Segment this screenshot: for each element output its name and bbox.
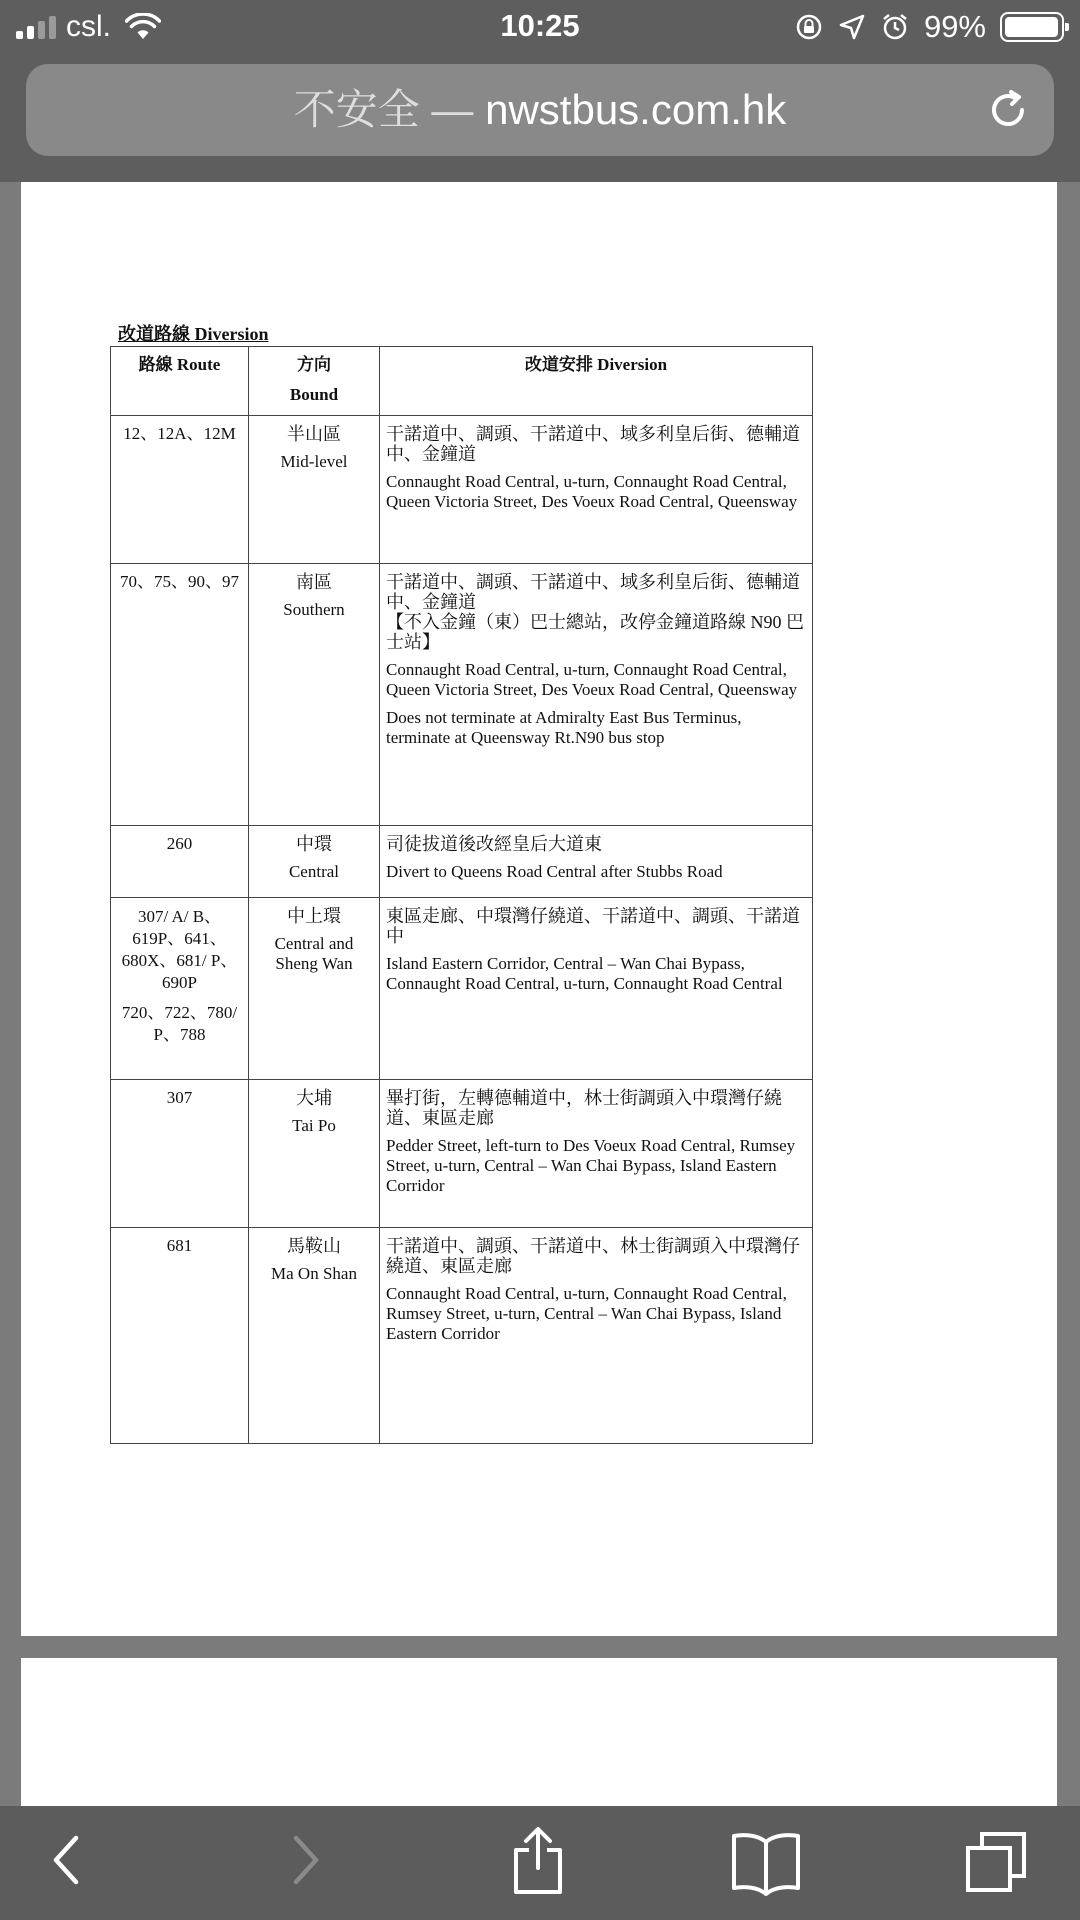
alarm-icon — [880, 12, 910, 42]
cellular-signal-icon — [16, 15, 56, 39]
bound-cell — [249, 826, 380, 898]
route-number-2: 720、722、780/ P、788 — [121, 1003, 238, 1044]
diversion-cell — [380, 826, 813, 898]
share-button[interactable] — [502, 1824, 574, 1896]
table-row — [111, 898, 813, 1080]
diversion-en: Connaught Road Central, u-turn, Connaught Road Central, Rumsey Street, u-turn, Central – Wan Chai Bypass, Island Eastern Corridor — [386, 1284, 787, 1343]
diversion-cell — [380, 416, 813, 564]
tabs-button[interactable] — [960, 1824, 1032, 1896]
tabs-icon — [960, 1824, 1032, 1896]
address-bar[interactable] — [26, 64, 1054, 156]
table-row — [111, 564, 813, 826]
url-host: nwstbus.com.hk — [485, 86, 787, 133]
document-heading: 改道路線 Diversion — [118, 324, 269, 344]
carrier-name: csl. — [66, 10, 111, 43]
route-number: 681 — [166, 1236, 193, 1255]
bound-cell — [249, 416, 380, 564]
diversion-zh: 司徒拔道後改經皇后大道東 — [386, 834, 602, 854]
header-bound-en: Bound — [289, 385, 339, 404]
forward-button[interactable] — [268, 1824, 340, 1896]
table-row — [111, 416, 813, 564]
bound-en: Central and Sheng Wan — [274, 934, 354, 973]
diversion-zh: 東區走廊、中環灣仔繞道、干諾道中、調頭、干諾道中 — [386, 906, 800, 946]
bound-zh: 大埔 — [296, 1088, 332, 1108]
status-left — [16, 8, 161, 46]
diversion-table — [110, 346, 813, 1444]
diversion-en: Connaught Road Central, u-turn, Connaught Road Central, Queen Victoria Street, Des Voeux Road Central, Queensway — [386, 660, 798, 699]
browser-address-area — [0, 54, 1080, 182]
diversion-en: Connaught Road Central, u-turn, Connaught Road Central, Queen Victoria Street, Des Voeux Road Central, Queensway — [386, 472, 798, 511]
bound-en: Tai Po — [292, 1116, 336, 1135]
diversion-zh: 畢打街，左轉德輔道中，林士街調頭入中環灣仔繞道、東區走廊 — [386, 1088, 782, 1128]
diversion-en: Pedder Street, left-turn to Des Voeux Road Central, Rumsey Street, u-turn, Central – Wan Chai Bypass, Island Eastern Corridor — [386, 1136, 796, 1195]
header-route-label: 路線 Route — [138, 355, 221, 374]
battery-percentage: 99% — [923, 9, 986, 44]
bound-zh: 半山區 — [287, 424, 341, 444]
back-icon — [32, 1824, 104, 1896]
bound-zh: 中環 — [296, 834, 332, 854]
table-row — [111, 826, 813, 898]
clock: 10:25 — [500, 8, 580, 43]
route-cell — [111, 1080, 249, 1228]
route-cell — [111, 898, 249, 1080]
diversion-cell — [380, 898, 813, 1080]
document-page — [21, 182, 1057, 1636]
bound-zh: 中上環 — [287, 906, 341, 926]
table-header-row — [111, 347, 813, 416]
bound-en: Ma On Shan — [271, 1264, 357, 1283]
header-route — [111, 347, 249, 416]
route-number: 12、12A、12M — [123, 424, 236, 443]
diversion-cell — [380, 564, 813, 826]
bound-en: Southern — [283, 600, 345, 619]
diversion-en: Island Eastern Corridor, Central – Wan Chai Bypass, Connaught Road Central, u-turn, Connaught Road Central — [386, 954, 783, 993]
diversion-cell — [380, 1080, 813, 1228]
header-diversion-label: 改道安排 Diversion — [524, 355, 668, 374]
status-bar — [0, 0, 1080, 54]
url-display[interactable] — [26, 64, 974, 156]
route-cell — [111, 564, 249, 826]
bound-en: Mid-level — [280, 452, 348, 471]
browser-toolbar — [0, 1806, 1080, 1920]
security-label: 不安全 — — [293, 86, 474, 133]
bound-zh: 南區 — [296, 572, 332, 592]
bookmarks-button[interactable] — [730, 1824, 802, 1896]
bookmarks-icon — [730, 1824, 802, 1896]
battery-icon — [1000, 12, 1064, 42]
header-bound-zh: 方向 — [297, 355, 331, 374]
route-number: 307/ A/ B、619P、641、680X、681/ P、690P — [121, 907, 238, 992]
diversion-zh-note: 【不入金鐘（東）巴士總站，改停金鐘道路線 N90 巴士站】 — [386, 612, 804, 652]
header-diversion — [380, 347, 813, 416]
forward-icon — [268, 1824, 340, 1896]
diversion-en-note: Does not terminate at Admiralty East Bus Terminus, terminate at Queensway Rt.N90 bus stop — [386, 708, 742, 747]
route-cell — [111, 826, 249, 898]
status-right — [794, 8, 1064, 46]
route-cell — [111, 416, 249, 564]
diversion-zh: 干諾道中、調頭、干諾道中、林士街調頭入中環灣仔繞道、東區走廊 — [386, 1236, 800, 1276]
header-bound — [249, 347, 380, 416]
bound-cell — [249, 1228, 380, 1444]
back-button[interactable] — [32, 1824, 104, 1896]
reload-icon[interactable] — [984, 86, 1032, 134]
bound-zh: 馬鞍山 — [287, 1236, 341, 1256]
share-icon — [502, 1824, 574, 1896]
route-number: 307 — [166, 1088, 193, 1107]
table-row — [111, 1228, 813, 1444]
bound-en: Central — [288, 862, 340, 881]
table-row — [111, 1080, 813, 1228]
bound-cell — [249, 564, 380, 826]
bound-cell — [249, 898, 380, 1080]
bound-cell — [249, 1080, 380, 1228]
route-number: 70、75、90、97 — [120, 572, 239, 591]
route-cell — [111, 1228, 249, 1444]
wifi-icon — [125, 13, 161, 41]
document-page-next — [21, 1658, 1057, 1808]
location-icon — [838, 13, 866, 41]
diversion-cell — [380, 1228, 813, 1444]
diversion-zh: 干諾道中、調頭、干諾道中、域多利皇后街、德輔道中、金鐘道 — [386, 572, 800, 612]
rotation-lock-icon — [794, 12, 824, 42]
route-number: 260 — [166, 834, 193, 853]
diversion-en: Divert to Queens Road Central after Stubbs Road — [386, 862, 723, 881]
diversion-zh: 干諾道中、調頭、干諾道中、域多利皇后街、德輔道中、金鐘道 — [386, 424, 800, 464]
